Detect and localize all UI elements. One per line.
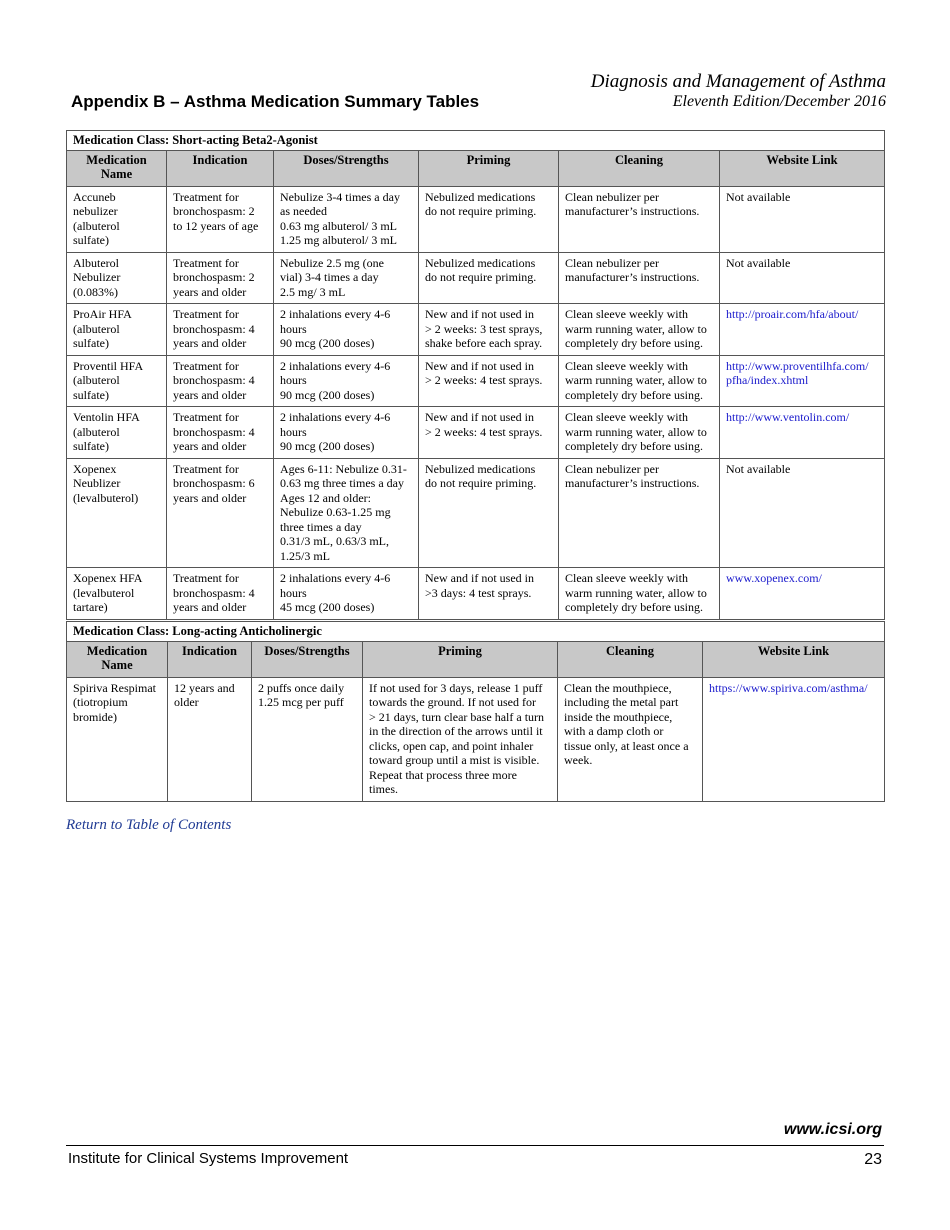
priming-cell (419, 304, 559, 356)
table-row (67, 458, 885, 568)
cell-text-line: New and if not used in (425, 307, 534, 321)
website-cell (720, 355, 885, 407)
cell-text-line: bronchospasm: 4 (173, 424, 255, 439)
cell-text-line: 2 puffs once daily (258, 680, 345, 695)
website-cell (720, 568, 885, 620)
cleaning-cell (559, 304, 720, 356)
indication-cell (168, 677, 252, 801)
website-link[interactable]: http://www.proventilhfa.com/ (726, 358, 869, 373)
column-header-indication: Indication (168, 641, 252, 677)
cell-text-line: 2 inhalations every 4-6 (280, 358, 391, 373)
cell-text-line: with a damp cloth or (564, 724, 664, 738)
short-acting-beta2-agonist-table (66, 130, 885, 620)
table-row (67, 407, 885, 459)
cell-text-line: inside the mouthpiece, (564, 709, 673, 724)
cell-text-line: warm running water, allow to (565, 585, 707, 600)
cell-text-line: hours (280, 424, 307, 439)
cell-text-line: nebulizer (73, 204, 118, 218)
cell-text-line: vial) 3-4 times a day (280, 270, 379, 284)
footer-website: www.icsi.org (783, 1121, 882, 1138)
cell-text-line: Not available (726, 189, 791, 204)
doses-cell (274, 304, 419, 356)
cell-text-line: 2 inhalations every 4-6 (280, 571, 391, 585)
cell-text-line: sulfate) (73, 439, 109, 453)
cell-text-line: Ages 6-11: Nebulize 0.31- (280, 461, 407, 476)
doses-cell (274, 355, 419, 407)
cell-text-line: years and older (173, 490, 247, 505)
column-header-doses: Doses/Strengths (252, 641, 363, 677)
cell-text-line: Clean nebulizer per (565, 255, 659, 270)
document-title-block (591, 72, 886, 110)
cell-text-line: Proventil HFA (73, 358, 144, 373)
cell-text-line: completely dry before using. (565, 387, 703, 402)
cell-text-line: completely dry before using. (565, 336, 703, 350)
cell-text-line: years and older (173, 336, 247, 350)
priming-cell (419, 407, 559, 459)
cell-text-line: Xopenex (73, 461, 117, 476)
cell-text-line: (albuterol (73, 321, 120, 336)
cell-text-line: bronchospasm: 4 (173, 585, 255, 600)
cell-text-line: manufacturer’s instructions. (565, 476, 700, 490)
cell-text-line: shake before each spray. (425, 336, 543, 350)
website-link[interactable]: http://proair.com/hfa/about/ (726, 307, 859, 321)
cell-text-line: Albuterol (73, 255, 119, 270)
doses-cell (274, 407, 419, 459)
cell-text-line: hours (280, 373, 307, 387)
edition-label: Eleventh Edition/December 2016 (672, 92, 886, 110)
column-header-priming: Priming (363, 641, 558, 677)
page-number: 23 (864, 1151, 882, 1168)
cell-text-line: do not require priming. (425, 270, 537, 284)
cell-text-line: Accuneb (73, 189, 116, 204)
cell-text-line: > 2 weeks: 3 test sprays, (425, 321, 543, 336)
cell-text-line: (0.083%) (73, 284, 118, 299)
cell-text-line: (albuterol (73, 373, 120, 387)
cell-text-line: 1.25 mg albuterol/ 3 mL (280, 233, 397, 247)
column-header-medication-name: Medication Name (67, 150, 167, 186)
cleaning-cell (559, 407, 720, 459)
column-header-website: Website Link (720, 150, 885, 186)
priming-cell (419, 355, 559, 407)
website-cell (720, 252, 885, 304)
cell-text-line: 45 mcg (200 doses) (280, 600, 375, 614)
cell-text-line: Clean sleeve weekly with (565, 571, 688, 585)
medication-name-cell (67, 677, 168, 801)
doses-cell (274, 568, 419, 620)
appendix-title: Appendix B – Asthma Medication Summary Tables (71, 92, 480, 111)
cell-text-line: bronchospasm: 6 (173, 476, 255, 490)
cell-text-line: bronchospasm: 2 (173, 204, 255, 218)
priming-cell (419, 568, 559, 620)
cell-text-line: do not require priming. (425, 476, 537, 490)
indication-cell (167, 186, 274, 252)
cell-text-line: Nebulize 2.5 mg (one (280, 255, 384, 270)
cell-text-line: New and if not used in (425, 358, 534, 373)
indication-cell (167, 355, 274, 407)
cell-text-line: towards the ground. If not used for (369, 695, 536, 709)
cell-text-line: bronchospasm: 4 (173, 373, 255, 387)
table-row (67, 252, 885, 304)
column-header-doses: Doses/Strengths (274, 150, 419, 186)
cell-text-line: 0.63 mg albuterol/ 3 mL (280, 218, 397, 233)
medication-class-title: Medication Class: Short-acting Beta2-Agonist (67, 131, 885, 151)
indication-cell (167, 304, 274, 356)
cleaning-cell (559, 355, 720, 407)
cell-text-line: tartare) (73, 600, 108, 614)
cell-text-line: Treatment for (173, 571, 239, 585)
column-header-website: Website Link (703, 641, 885, 677)
cleaning-cell (558, 677, 703, 801)
doses-cell (274, 186, 419, 252)
cell-text-line: 2 inhalations every 4-6 (280, 307, 391, 321)
medication-name-cell (67, 252, 167, 304)
cell-text-line: (albuterol (73, 218, 120, 233)
cell-text-line: Nebulized medications (425, 255, 536, 270)
column-header-priming: Priming (419, 150, 559, 186)
cell-text-line: three times a day (280, 519, 362, 534)
cell-text-line: 12 years and (174, 680, 235, 695)
cell-text-line: manufacturer’s instructions. (565, 204, 700, 218)
cell-text-line: Nebulize 3-4 times a day (280, 189, 400, 204)
cell-text-line: (levalbuterol) (73, 490, 139, 505)
cell-text-line: (albuterol (73, 424, 120, 439)
cell-text-line: sulfate) (73, 233, 109, 247)
table-row (67, 677, 885, 801)
cell-text-line: completely dry before using. (565, 439, 703, 453)
cell-text-line: Xopenex HFA (73, 571, 143, 585)
website-link[interactable]: pfha/index.xhtml (726, 373, 809, 387)
cleaning-cell (559, 186, 720, 252)
priming-cell (419, 458, 559, 568)
doses-cell (274, 458, 419, 568)
column-header-cleaning: Cleaning (559, 150, 720, 186)
cell-text-line: sulfate) (73, 336, 109, 350)
cell-text-line: Nebulizer (73, 270, 121, 284)
cell-text-line: Treatment for (173, 307, 239, 321)
indication-cell (167, 568, 274, 620)
cell-text-line: Clean sleeve weekly with (565, 358, 688, 373)
cell-text-line: Treatment for (173, 461, 239, 476)
cell-text-line: Clean sleeve weekly with (565, 307, 688, 321)
cell-text-line: toward group until a mist is visible. (369, 753, 540, 767)
cell-text-line: Ventolin HFA (73, 410, 140, 424)
cell-text-line: years and older (173, 439, 247, 453)
cell-text-line: ProAir HFA (73, 307, 132, 321)
cell-text-line: 0.63 mg three times a day (280, 476, 404, 490)
cell-text-line: Clean the mouthpiece, (564, 680, 672, 695)
indication-cell (167, 252, 274, 304)
cell-text-line: including the metal part (564, 695, 679, 709)
medication-class-title: Medication Class: Long-acting Anticholinergic (67, 622, 885, 642)
cell-text-line: tissue only, at least once a (564, 738, 689, 753)
priming-cell (419, 186, 559, 252)
website-link[interactable]: http://www.ventolin.com/ (726, 410, 850, 424)
return-to-toc-link[interactable]: Return to Table of Contents (66, 817, 232, 833)
cell-text-line: Ages 12 and older: (280, 490, 371, 505)
cell-text-line: > 2 weeks: 4 test sprays. (425, 373, 543, 387)
cleaning-cell (559, 252, 720, 304)
cell-text-line: Not available (726, 461, 791, 476)
cell-text-line: do not require priming. (425, 204, 537, 218)
cell-text-line: hours (280, 585, 307, 600)
website-cell (720, 458, 885, 568)
cell-text-line: bromide) (73, 709, 117, 724)
cell-text-line: Treatment for (173, 255, 239, 270)
cell-text-line: Spiriva Respimat (73, 680, 156, 695)
table-row (67, 355, 885, 407)
website-link[interactable]: https://www.spiriva.com/asthma/ (709, 680, 868, 695)
cell-text-line: Nebulize 0.63-1.25 mg (280, 505, 391, 519)
medication-name-cell (67, 458, 167, 568)
doses-cell (252, 677, 363, 801)
cell-text-line: years and older (173, 387, 247, 402)
cell-text-line: New and if not used in (425, 571, 534, 585)
cleaning-cell (559, 458, 720, 568)
cell-text-line: bronchospasm: 4 (173, 321, 255, 336)
cell-text-line: 1.25 mcg per puff (258, 695, 344, 709)
website-cell (720, 186, 885, 252)
cell-text-line: sulfate) (73, 387, 109, 402)
cell-text-line: clicks, open cap, and point inhaler (369, 738, 534, 753)
cell-text-line: bronchospasm: 2 (173, 270, 255, 284)
document-title: Diagnosis and Management of Asthma (590, 71, 886, 92)
cell-text-line: Treatment for (173, 358, 239, 373)
long-acting-anticholinergic-table (66, 621, 885, 802)
cell-text-line: manufacturer’s instructions. (565, 270, 700, 284)
column-header-indication: Indication (167, 150, 274, 186)
cell-text-line: > 21 days, turn clear base half a turn (369, 709, 545, 724)
cell-text-line: (levalbuterol (73, 585, 135, 600)
cell-text-line: Repeat that process three more (369, 767, 517, 782)
cell-text-line: completely dry before using. (565, 600, 703, 614)
cell-text-line: Neublizer (73, 476, 121, 490)
footer-divider (66, 1145, 884, 1146)
cell-text-line: years and older (173, 284, 247, 299)
website-cell (720, 304, 885, 356)
footer-organization: Institute for Clinical Systems Improvement (68, 1150, 349, 1167)
doses-cell (274, 252, 419, 304)
column-header-medication-name: Medication Name (67, 641, 168, 677)
medication-name-cell (67, 186, 167, 252)
cell-text-line: (tiotropium (73, 695, 128, 709)
cell-text-line: warm running water, allow to (565, 424, 707, 439)
cell-text-line: > 2 weeks: 4 test sprays. (425, 424, 543, 439)
cleaning-cell (559, 568, 720, 620)
cell-text-line: If not used for 3 days, release 1 puff (369, 680, 543, 695)
column-header-cleaning: Cleaning (558, 641, 703, 677)
website-cell (703, 677, 885, 801)
cell-text-line: Clean nebulizer per (565, 461, 659, 476)
cell-text-line: 90 mcg (200 doses) (280, 336, 375, 350)
cell-text-line: hours (280, 321, 307, 336)
cell-text-line: 90 mcg (200 doses) (280, 387, 375, 402)
table-row (67, 568, 885, 620)
website-cell (720, 407, 885, 459)
website-link[interactable]: www.xopenex.com/ (726, 571, 822, 585)
cell-text-line: Not available (726, 255, 791, 270)
cell-text-line: New and if not used in (425, 410, 534, 424)
cell-text-line: 2.5 mg/ 3 mL (280, 284, 346, 299)
cell-text-line: Nebulized medications (425, 189, 536, 204)
medication-name-cell (67, 407, 167, 459)
medication-name-cell (67, 355, 167, 407)
cell-text-line: Treatment for (173, 410, 239, 424)
priming-cell (363, 677, 558, 801)
indication-cell (167, 407, 274, 459)
table-row (67, 186, 885, 252)
cell-text-line: 1.25/3 mL (280, 548, 330, 563)
cell-text-line: week. (564, 753, 593, 767)
cell-text-line: 0.31/3 mL, 0.63/3 mL, (280, 534, 389, 548)
cell-text-line: warm running water, allow to (565, 373, 707, 387)
cell-text-line: 2 inhalations every 4-6 (280, 410, 391, 424)
cell-text-line: Clean sleeve weekly with (565, 410, 688, 424)
priming-cell (419, 252, 559, 304)
medication-name-cell (67, 568, 167, 620)
cell-text-line: Treatment for (173, 189, 239, 204)
cell-text-line: warm running water, allow to (565, 321, 707, 336)
medication-name-cell (67, 304, 167, 356)
cell-text-line: Nebulized medications (425, 461, 536, 476)
cell-text-line: to 12 years of age (173, 218, 259, 233)
cell-text-line: >3 days: 4 test sprays. (425, 585, 532, 600)
cell-text-line: in the direction of the arrows until it (369, 724, 543, 738)
table-row (67, 304, 885, 356)
cell-text-line: Clean nebulizer per (565, 189, 659, 204)
cell-text-line: times. (369, 782, 398, 796)
cell-text-line: years and older (173, 600, 247, 614)
cell-text-line: as needed (280, 204, 327, 218)
cell-text-line: older (174, 695, 199, 709)
cell-text-line: 90 mcg (200 doses) (280, 439, 375, 453)
indication-cell (167, 458, 274, 568)
